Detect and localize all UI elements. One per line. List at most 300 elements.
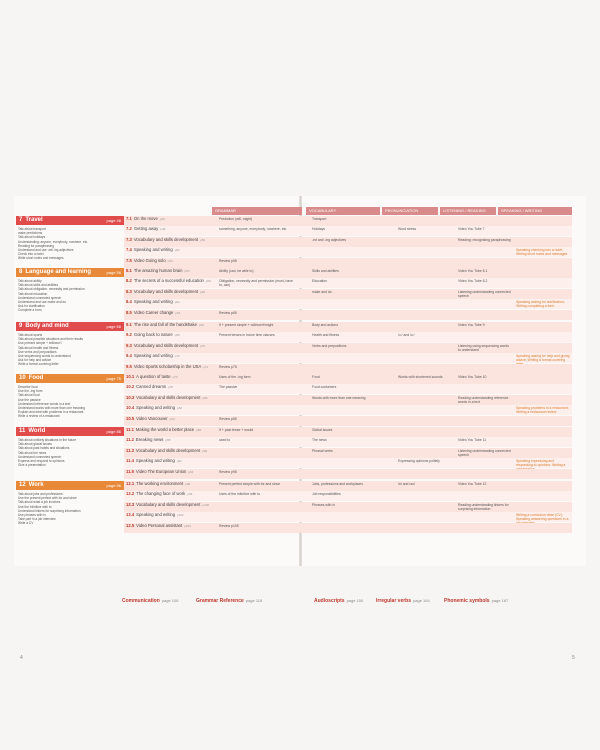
grammar-cell: [217, 237, 299, 248]
lesson-row[interactable]: [124, 458, 572, 468]
listening-reading-cell: [456, 523, 514, 534]
listening-reading-cell: [456, 512, 514, 523]
lesson-title-cell: [124, 374, 217, 385]
footer-label: Grammar Reference: [196, 598, 244, 604]
column-header: SPEAKING / WRITING: [498, 207, 572, 215]
lesson-row[interactable]: [124, 491, 572, 501]
lesson-title: Vocabulary and skills development: [133, 342, 199, 348]
grammar-cell: [217, 353, 299, 364]
lesson-title-cell: [124, 237, 217, 248]
lesson-number: 10.4: [126, 405, 135, 411]
lesson-title: Video The European Union: [135, 468, 187, 474]
vocabulary-cell: Food: [312, 375, 320, 379]
listening-reading-cell: [456, 247, 514, 258]
speaking-writing-cell: Speaking checking into a hotel; Writing short notes and messages: [516, 248, 568, 257]
objective-item: make predictions: [18, 231, 43, 236]
objective-item: Use the present perfect with for and since: [18, 496, 77, 501]
lesson-title-cell: [124, 395, 217, 406]
lesson-number: 12.2: [126, 491, 135, 497]
footer-page: page 167: [491, 598, 509, 603]
vocabulary-cell: Holidays: [312, 227, 326, 232]
lesson-row[interactable]: [124, 343, 572, 353]
unit-page: page 56: [106, 270, 121, 275]
lesson-row[interactable]: [124, 278, 572, 288]
unit-title[interactable]: [16, 427, 124, 436]
speaking-writing-cell: [514, 216, 572, 227]
lesson-page: p54: [167, 258, 173, 263]
footer-page: page 164: [413, 598, 430, 603]
lesson-title: Vocabulary and skills development: [136, 394, 201, 400]
speaking-writing-cell: [514, 258, 572, 269]
vocabulary-cell: Job responsibilities: [312, 492, 341, 497]
objective-item: Understanding: anyone, everybody, nowhere, etc.: [18, 239, 89, 244]
lesson-row[interactable]: [124, 416, 572, 426]
lesson-row[interactable]: [124, 226, 572, 236]
lesson-row[interactable]: [124, 289, 572, 299]
listening-reading-cell: [456, 458, 514, 469]
lesson-page: p82: [177, 406, 183, 411]
speaking-writing-cell: [514, 416, 572, 427]
lesson-title: Canned dreams: [136, 384, 166, 390]
objective-item: Understand and use make and do: [18, 300, 67, 305]
column-header: LISTENING / READING: [440, 207, 496, 215]
listening-reading-cell: [456, 416, 514, 427]
footer-link[interactable]: [196, 598, 262, 604]
speaking-writing-cell: [514, 469, 572, 480]
unit-page: page 76: [106, 376, 121, 381]
lesson-page: p92: [176, 459, 182, 464]
vocabulary-cell: Transport: [312, 217, 327, 221]
lesson-number: 7.2: [126, 226, 132, 232]
lesson-title-cell: [124, 523, 217, 534]
pronunciation-cell: [396, 364, 456, 375]
objective-item: Use the -ing form: [18, 389, 43, 394]
lesson-title: Breaking news: [135, 437, 164, 443]
objective-item: Talk about past habits and situations: [18, 446, 70, 451]
lesson-row[interactable]: [124, 268, 572, 278]
objective-item: Understand reference words in a text: [18, 401, 71, 406]
footer-page: page 150: [346, 598, 364, 603]
unit-block: [16, 216, 572, 268]
footer-link[interactable]: [314, 598, 363, 604]
lesson-title: Speaking and writing: [136, 512, 176, 518]
unit-name: Work: [28, 482, 44, 488]
pronunciation-cell: [396, 322, 456, 333]
lesson-page: p52: [174, 248, 180, 253]
lesson-title-cell: [124, 448, 217, 459]
pronunciation-cell: /ɒ/ and /əʊ/: [398, 482, 416, 486]
unit-page: page 96: [106, 483, 121, 488]
grammar-cell: [217, 448, 299, 459]
grammar-cell: Review p55: [219, 258, 237, 263]
grammar-cell: Ability (can, be able to): [219, 269, 254, 273]
listening-reading-cell: [456, 310, 514, 321]
objective-item: Write a formal covering letter: [18, 362, 59, 367]
speaking-writing-cell: [514, 523, 572, 534]
vocabulary-cell: [310, 353, 396, 364]
lesson-title-cell: [124, 502, 217, 513]
speaking-writing-cell: [514, 395, 572, 406]
lesson-row[interactable]: [124, 523, 572, 533]
speaking-writing-cell: [514, 481, 572, 492]
listening-reading-cell: Video You Tube 9: [458, 323, 485, 327]
objective-item: Talk about global issues: [18, 442, 52, 447]
lesson-number: 12.4: [126, 512, 135, 518]
lesson-page: p98: [187, 492, 193, 497]
objective-item: Use verbs and prepositions: [18, 349, 57, 354]
lesson-page: p102: [177, 513, 184, 518]
lesson-row[interactable]: [124, 310, 572, 320]
unit-page: page 66: [106, 324, 121, 329]
lesson-page: p68: [174, 333, 180, 338]
grammar-cell: [217, 289, 299, 300]
listening-reading-cell: Video You Tube 8.1: [458, 269, 488, 273]
grammar-cell: [217, 395, 299, 406]
lesson-row[interactable]: [124, 512, 572, 522]
grammar-cell: Uses of the -ing form: [219, 375, 251, 379]
unit-title[interactable]: [16, 481, 124, 490]
lesson-title-cell: [124, 469, 217, 480]
unit-objectives: [18, 492, 122, 526]
listening-reading-cell: [456, 353, 514, 364]
lesson-title: Speaking and writing: [136, 405, 176, 411]
vocabulary-cell: [310, 405, 396, 416]
lesson-title-cell: [124, 247, 217, 258]
objective-item: Talk about ability: [18, 279, 42, 283]
lesson-page: p66: [198, 323, 204, 327]
objective-item: Write short notes and messages: [18, 256, 64, 261]
lesson-number: 9.5: [126, 363, 132, 369]
listening-reading-cell: [456, 216, 514, 227]
pronunciation-cell: [396, 395, 456, 406]
objective-item: Talk about possible situations and their results: [18, 337, 84, 342]
listening-reading-cell: Reading understanding reference words in a text: [458, 395, 509, 404]
unit-title[interactable]: [16, 374, 124, 383]
footer-link[interactable]: [444, 598, 508, 604]
pronunciation-cell: [396, 384, 456, 395]
speaking-writing-cell: [514, 502, 572, 513]
vocabulary-cell: Words with more than one meaning: [312, 395, 366, 400]
lesson-title-cell: [124, 289, 217, 300]
lesson-row[interactable]: [124, 469, 572, 479]
objective-item: Express and respond to opinions: [18, 459, 65, 464]
lesson-row[interactable]: [124, 258, 572, 268]
listening-reading-cell: Listening understanding connected speech: [458, 289, 511, 298]
lesson-title-cell: [124, 268, 217, 279]
grammar-cell: [217, 405, 299, 416]
pronunciation-cell: [396, 278, 456, 289]
unit-objectives: [18, 279, 122, 313]
pronunciation-cell: [396, 289, 456, 300]
lesson-row[interactable]: [124, 502, 572, 512]
vocabulary-cell: Health and fitness: [312, 333, 340, 338]
vocabulary-cell: Phrasal verbs: [312, 448, 333, 453]
lesson-number: 7.5: [126, 257, 132, 263]
lesson-row[interactable]: [124, 384, 572, 394]
lesson-number: 12.1: [126, 481, 135, 486]
unit-objectives: [18, 333, 122, 367]
lesson-title: Getting away: [133, 226, 159, 232]
column-header: PRONUNCIATION: [382, 207, 438, 215]
objective-item: Talk about obligation, necessity and permission: [18, 287, 85, 292]
listening-reading-cell: [456, 469, 514, 480]
lesson-row[interactable]: [124, 332, 572, 342]
vocabulary-cell: [310, 247, 396, 258]
lesson-row[interactable]: [124, 216, 572, 226]
lesson-number: 12.3: [126, 501, 135, 507]
vocabulary-cell: Phrases with in: [312, 502, 335, 507]
lesson-page: p64: [175, 310, 181, 315]
lesson-title-cell: [124, 310, 217, 321]
lesson-title-cell: [124, 332, 217, 343]
grammar-cell: Obligation, necessity and permission (must, have to, can): [219, 279, 293, 288]
vocabulary-cell: Skills and abilities: [312, 269, 339, 273]
objective-item: Use the infinitive with to: [18, 504, 52, 509]
lesson-page: p90: [202, 448, 208, 453]
objective-item: Talk about sports: [18, 333, 43, 337]
lesson-number: 11.3: [126, 447, 134, 453]
objective-item: Talk about the news: [18, 450, 47, 455]
speaking-writing-cell: [514, 437, 572, 448]
lesson-number: 11.2: [126, 437, 134, 443]
objective-item: Describe food: [18, 385, 38, 389]
unit-number: 11: [19, 428, 26, 434]
lesson-title: The working environment: [136, 481, 184, 486]
lesson-number: 8.2: [126, 278, 132, 284]
speaking-writing-cell: [514, 268, 572, 279]
vocabulary-cell: [310, 469, 396, 480]
listening-reading-cell: [456, 332, 514, 343]
lesson-row[interactable]: [124, 481, 572, 491]
lesson-page: p50: [200, 237, 206, 242]
lesson-row[interactable]: [124, 437, 572, 447]
lesson-title: Vocabulary and skills development: [136, 501, 201, 507]
unit-block: [16, 268, 572, 320]
speaking-writing-cell: [514, 384, 572, 395]
objective-item: Ask for help and advice: [18, 358, 52, 363]
listening-reading-cell: [456, 258, 514, 269]
speaking-writing-cell: Speaking asking for help and giving advice; Writing a formal covering: [516, 354, 570, 363]
unit-number: 9: [19, 323, 23, 329]
lesson-number: 10.3: [126, 394, 135, 400]
unit-number: 7: [19, 217, 23, 223]
lesson-number: 7.4: [126, 247, 132, 253]
vocabulary-cell: Food containers: [312, 385, 337, 390]
lesson-title: Video Career change: [133, 309, 174, 315]
lesson-row[interactable]: [124, 374, 572, 384]
unit-page: page 46: [106, 218, 121, 223]
lesson-title-cell: [124, 458, 217, 469]
footer-link[interactable]: [376, 598, 430, 604]
lesson-title: The secrets of a successful education: [133, 278, 204, 284]
lesson-number: 9.2: [126, 332, 132, 338]
lesson-row[interactable]: [124, 247, 572, 257]
speaking-writing-cell: [514, 364, 572, 375]
lesson-number: 10.2: [126, 384, 135, 390]
unit-name: Travel: [25, 217, 43, 223]
grammar-cell: [217, 299, 299, 310]
lesson-title-cell: [124, 416, 217, 427]
objective-item: Ask for clarification: [18, 304, 45, 309]
objective-item: Talk about education: [18, 291, 48, 296]
lesson-number: 8.4: [126, 299, 132, 305]
vocabulary-cell: Education: [312, 279, 328, 284]
grammar-cell: Review p95: [219, 469, 237, 474]
pronunciation-cell: /ɔː/ and /ɜː/: [398, 333, 415, 338]
lesson-page: p46: [159, 217, 165, 221]
pronunciation-cell: [396, 247, 456, 258]
grammar-cell: Review p85: [219, 416, 237, 421]
lesson-row[interactable]: [124, 405, 572, 415]
footer-page: page 106: [161, 598, 179, 603]
pronunciation-cell: [396, 502, 456, 513]
speaking-writing-cell: Speaking asking for clarification; Writing completing a form: [516, 300, 565, 309]
grammar-cell: The passive: [219, 385, 238, 390]
vocabulary-cell: [310, 258, 396, 269]
lesson-row[interactable]: [124, 299, 572, 309]
lesson-title-cell: [124, 258, 217, 269]
unit-number: 12: [19, 482, 26, 488]
unit-block: [16, 322, 572, 374]
grammar-cell: [217, 512, 299, 523]
speaking-writing-cell: [514, 448, 572, 459]
pronunciation-cell: [396, 258, 456, 269]
lesson-title-cell: [124, 299, 217, 310]
grammar-cell: Uses of the infinitive with to: [219, 492, 261, 497]
lesson-title-cell: [124, 405, 217, 416]
grammar-cell: Review p65: [219, 310, 237, 315]
unit-objectives: [18, 438, 122, 467]
speaking-writing-cell: [514, 427, 572, 438]
lesson-number: 8.5: [126, 309, 132, 315]
unit-block: [16, 374, 572, 426]
objective-item: Complete a form: [18, 308, 42, 313]
lesson-title: On the move: [133, 216, 158, 221]
lesson-title-cell: [124, 226, 217, 237]
lesson-number: 10.5: [126, 415, 135, 421]
speaking-writing-cell: [514, 226, 572, 237]
vocabulary-cell: [310, 512, 396, 523]
speaking-writing-cell: [514, 278, 572, 289]
lesson-row[interactable]: [124, 353, 572, 363]
lesson-title: Speaking and writing: [133, 247, 173, 253]
vocabulary-cell: Verbs and prepositions: [312, 343, 347, 348]
lesson-number: 8.1: [126, 268, 132, 273]
lesson-title: Video Vancouver: [136, 415, 168, 421]
speaking-writing-cell: [514, 343, 572, 354]
grammar-cell: Present tenses in future time clauses: [219, 333, 275, 338]
speaking-writing-cell: [514, 374, 572, 385]
objective-item: Talk about what a job involves: [18, 500, 61, 505]
listening-reading-cell: Video You Tube 8.2: [458, 279, 488, 284]
speaking-writing-cell: [514, 332, 572, 343]
objective-item: Understand and use -ed/-ing adjectives: [18, 248, 74, 253]
lesson-page: p58: [205, 279, 211, 284]
lesson-title-cell: [124, 353, 217, 364]
lesson-number: 11.1: [126, 427, 134, 432]
unit-name: Food: [28, 375, 44, 381]
listening-reading-cell: [456, 491, 514, 502]
objective-item: Give a presentation: [18, 463, 46, 468]
lesson-title-cell: [124, 427, 217, 438]
objective-item: Understand connected speech: [18, 295, 62, 300]
lesson-row[interactable]: [124, 322, 572, 332]
lesson-page: p94: [188, 469, 194, 474]
lesson-page: p72: [174, 354, 180, 359]
footer-link[interactable]: [122, 598, 178, 604]
lesson-title-cell: [124, 216, 217, 227]
vocabulary-cell: -ed and -ing adjectives: [312, 237, 347, 242]
unit-title[interactable]: [16, 322, 124, 331]
lesson-row[interactable]: [124, 448, 572, 458]
objective-item: Understand words with more than one meaning: [18, 406, 85, 411]
lesson-title: Making the world a better place: [135, 427, 195, 432]
pronunciation-cell: [396, 523, 456, 534]
listening-reading-cell: [456, 299, 514, 310]
speaking-writing-cell: [514, 289, 572, 300]
objective-item: Talk about transport: [18, 227, 46, 231]
listening-reading-cell: Reading understanding linkers for surprising information: [458, 502, 509, 511]
lesson-title: Video Personal assistant: [136, 522, 183, 528]
lesson-row[interactable]: [124, 395, 572, 405]
grammar-cell: Present perfect simple with for and since: [219, 482, 281, 486]
speaking-writing-cell: [514, 237, 572, 248]
objective-item: Reading for paraphrasing: [18, 243, 54, 248]
objective-item: Use the passive: [18, 397, 41, 402]
lesson-page: p74: [203, 364, 209, 369]
objective-item: Write a review of a restaurant: [18, 414, 60, 419]
listening-reading-cell: Reading: recognising paraphrasing: [458, 237, 511, 242]
objective-item: Talk about food: [18, 393, 40, 398]
footer-label: Phonemic symbols: [444, 598, 490, 604]
listening-reading-cell: [456, 405, 514, 416]
lesson-page: p70: [200, 343, 206, 348]
lesson-page: p78: [167, 385, 173, 390]
page-number-right: 5: [572, 655, 575, 661]
grammar-cell: Review p105: [219, 523, 239, 528]
pronunciation-cell: [396, 469, 456, 480]
grammar-cell: If + past tense + would: [219, 428, 254, 432]
listening-reading-cell: Video You Tube 12: [458, 482, 487, 486]
grammar-cell: [217, 458, 299, 469]
lesson-title: A question of taste: [136, 374, 171, 379]
unit-block: [16, 481, 572, 533]
objective-item: Understand connected speech: [18, 454, 62, 459]
lesson-title-cell: [124, 384, 217, 395]
pronunciation-cell: [396, 405, 456, 416]
objective-item: Explain and deal with problems in a restaurant: [18, 410, 84, 415]
lesson-number: 9.4: [126, 353, 132, 359]
lesson-number: 9.1: [126, 322, 132, 327]
lesson-page: p62: [174, 300, 180, 305]
unit-title[interactable]: [16, 216, 124, 225]
lesson-row[interactable]: [124, 427, 572, 437]
grammar-cell: Review p75: [219, 364, 237, 369]
lesson-title: The rise and fall of the handshake: [133, 322, 197, 327]
listening-reading-cell: [456, 427, 514, 438]
lesson-row[interactable]: [124, 364, 572, 374]
lesson-title-cell: [124, 512, 217, 523]
lesson-title-cell: [124, 491, 217, 502]
lesson-page: p84: [169, 416, 175, 421]
unit-title[interactable]: [16, 268, 124, 277]
vocabulary-cell: Global issues: [312, 428, 333, 432]
pronunciation-cell: [396, 491, 456, 502]
lesson-row[interactable]: [124, 237, 572, 247]
speaking-writing-cell: [514, 310, 572, 321]
lesson-page: p100: [202, 502, 210, 507]
lesson-title-cell: [124, 437, 217, 448]
